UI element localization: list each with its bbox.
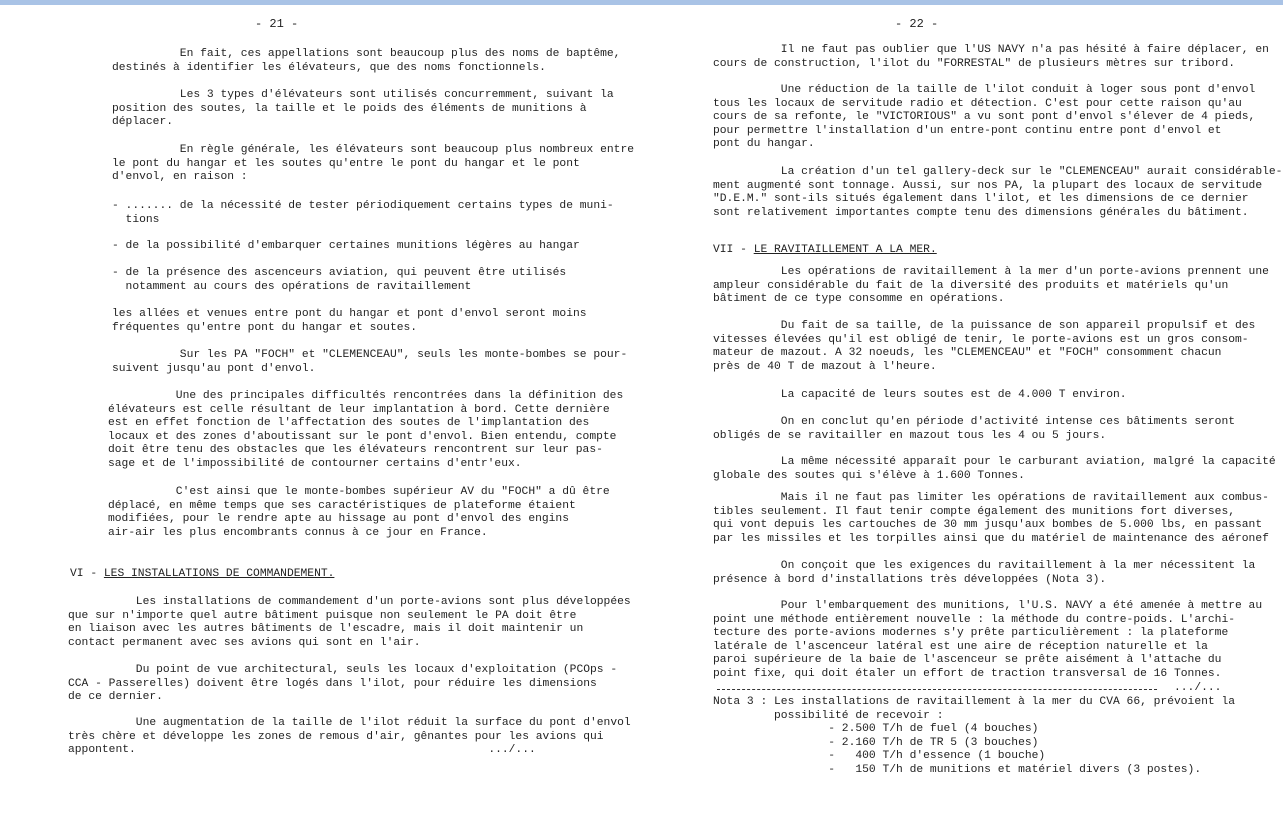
note-divider [717,689,1157,690]
paragraph: Les opérations de ravitaillement à la mer d'un porte-avions prennent une ampleur considérable du fait de la diversité des produits et matériels qu'un bâtiment de ce type consomme en opérations. [713,266,1269,306]
paragraph: On conçoit que les exigences du ravitaillement à la mer nécessitent la présence à bord d'installations très développées (Nota 3). [713,560,1256,586]
paragraph: Du fait de sa taille, de la puissance de son appareil propulsif et des vitesses élevées qu'il est obligé de tenir, le porte-avions est un gros consom- mateur de mazout. A 32 noeuds, les "CLEMENCEAU" et "FOCH" consomment chacun près de 40 T de mazout à l'heure. [713,320,1256,373]
paragraph: Une augmentation de la taille de l'ilot réduit la surface du pont d'envol très chère et développe les zones de remous d'air, gênantes pour les avions qui appontent. .../... [68,717,631,757]
paragraph: On en conclut qu'en période d'activité intense ces bâtiments seront obligés de se ravitailler en mazout tous les 4 ou 5 jours. [713,416,1236,442]
paragraph: Les 3 types d'élévateurs sont utilisés concurremment, suivant la position des soutes, la taille et le poids des éléments de munitions à déplacer. [112,89,614,129]
footnote: Nota 3 : Les installations de ravitaillement à la mer du CVA 66, prévoient la possibilité de recevoir : - 2.500 T/h de fuel (4 bouches) - 2.160 T/h de TR 5 (3 bouches) - 400 T/h d'essence (1 bouche) - 150 T/h de munitions et matériel divers (3 postes). [713,696,1236,776]
paragraph: Sur les PA "FOCH" et "CLEMENCEAU", seuls les monte-bombes se pour- suivent jusqu'au pont d'envol. [112,349,628,375]
section-title: LE RAVITAILLEMENT A LA MER. [753,244,937,256]
paragraph: Du point de vue architectural, seuls les locaux d'exploitation (PCOps - CCA - Passerelles) doivent être logés dans l'ilot, pour réduire les dimensions de ce dernier. [68,664,618,704]
paragraph: Mais il ne faut pas limiter les opérations de ravitaillement aux combus- tibles seulement. Il faut tenir compte également des munitions fort diverses, qui vont depuis les cartouches de 30 mm jusqu'aux bombes de 5.000 lbs, en passant par les missiles et les torpilles ainsi que du matériel de maintenance des aéronef [713,492,1269,545]
paragraph: En fait, ces appellations sont beaucoup plus des noms de baptême, destinés à identifier les élévateurs, que des noms fonctionnels. [112,48,621,74]
page-number: - 21 - [255,17,299,31]
page-number: - 22 - [895,17,939,31]
paragraph: Il ne faut pas oublier que l'US NAVY n'a pas hésité à faire déplacer, en cours de construction, l'ilot du "FORRESTAL" de plusieurs mètres sur tribord. [713,44,1269,70]
paragraph: Les installations de commandement d'un porte-avions sont plus développées que sur n'importe quel autre bâtiment puisque non seulement le PA doit être en liaison avec les autres bâtiments de l'escadre, mais il doit maintenir un contact permanent avec ses avions qui sont en l'air. [68,596,631,649]
paragraph: La création d'un tel gallery-deck sur le "CLEMENCEAU" aurait considérable- ment augmenté sont tonnage. Aussi, sur nos PA, la plupart des locaux de servitude "D.E.M." sont-ils situés également dans l'ilot, et les dimensions de ce dernier sont relativement importantes compte tenu des dimensions générales du bâtiment. [713,166,1283,219]
paragraph: C'est ainsi que le monte-bombes supérieur AV du "FOCH" a dû être déplacé, en même temps que ses caractéristiques de plateforme étaient modifiées, pour le rendre apte au hissage au pont d'envol des engins air-air les plus encombrants connus à ce jour en France. [108,486,610,539]
paragraph: Pour l'embarquement des munitions, l'U.S. NAVY a été amenée à mettre au point une méthode entièrement nouvelle : la méthode du contre-poids. L'archi- tecture des porte-avions modernes s'y prête particulièrement : la plateforme latérale de l'ascenceur latéral est une aire de réception naturelle et la paroi supérieure de la baie de l'ascenceur se prête aisément à l'attache du point fixe, qui doit étaler un effort de traction transversal de 16 Tonnes. .../... [713,600,1263,694]
section-number: VII - [713,244,754,256]
section-title: LES INSTALLATIONS DE COMMANDEMENT. [103,568,335,580]
section-number: VI - [70,568,104,580]
list-item: - de la possibilité d'embarquer certaines munitions légères au hangar [112,240,580,252]
paragraph: La capacité de leurs soutes est de 4.000 T environ. [713,389,1127,401]
list-item: - de la présence des ascenceurs aviation, qui peuvent être utilisés notamment au cours des opérations de ravitaillement [112,267,567,293]
paragraph: Une réduction de la taille de l'ilot conduit à loger sous pont d'envol tous les locaux de servitude radio et détection. C'est pour cette raison qu'au cours de sa refonte, le "VICTORIOUS" a vu sont pont d'envol s'élever de 4 pieds, pour permettre l'installation d'un entre-pont continu entre pont d'envol et pont du hangar. [713,84,1256,151]
paragraph: En règle générale, les élévateurs sont beaucoup plus nombreux entre le pont du hangar et les soutes qu'entre le pont du hangar et le pont d'envol, en raison : [112,144,635,184]
viewer-top-bar [0,0,1283,5]
paragraph: Une des principales difficultés rencontrées dans la définition des élévateurs est celle résultant de leur implantation à bord. Cette dernière est en effet fonction de l'affectation des soutes de l'implantation des locaux et des zones d'aboutissant sur le pont d'envol. Bien entendu, compte doit être tenu des obstacles que les élévateurs rencontrent sur leur pas- sage et de l'impossibilité de contourner certains d'entr'eux. [108,390,624,470]
section-heading [713,244,937,258]
page-21 [0,14,640,804]
list-item: - ....... de la nécessité de tester périodiquement certains types de muni- tions [112,200,614,226]
section-heading [70,568,334,582]
paragraph: les allées et venues entre pont du hangar et pont d'envol seront moins fréquentes qu'entre pont du hangar et soutes. [112,308,587,334]
paragraph: La même nécessité apparaît pour le carburant aviation, malgré la capacité globale des soutes qui s'élève à 1.600 Tonnes. [713,456,1276,482]
page-22 [641,14,1283,804]
